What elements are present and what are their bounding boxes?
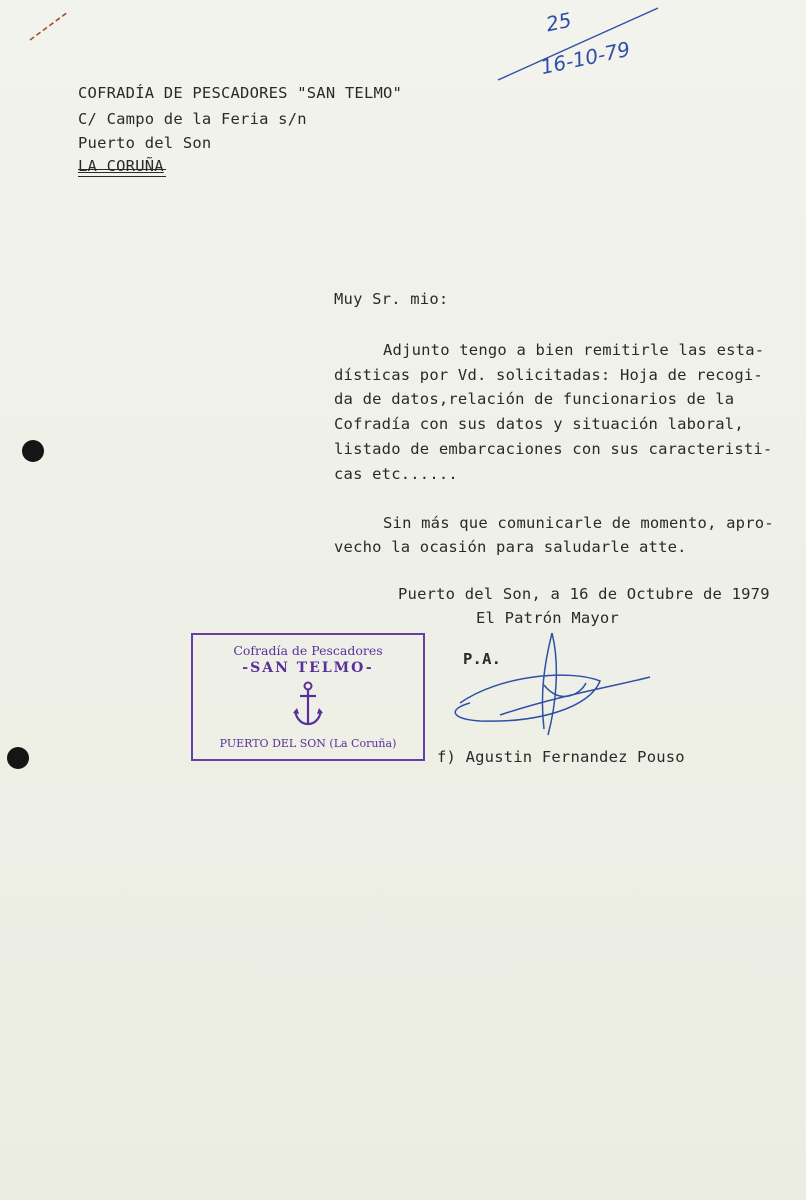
signature	[440, 625, 660, 740]
pa-mark: P.A.	[463, 650, 502, 668]
annotation-number: 25	[543, 7, 574, 37]
annotation-stroke	[490, 0, 670, 90]
punch-hole-top	[22, 440, 44, 462]
body-line: Sin más que comunicarle de momento, apro-	[383, 514, 774, 532]
organization-stamp	[191, 633, 425, 761]
body-line: cas etc......	[334, 465, 458, 483]
corner-mark	[28, 8, 72, 44]
body-line: da de datos,relación de funcionarios de la	[334, 390, 735, 408]
org-name: COFRADÍA DE PESCADORES "SAN TELMO"	[78, 84, 403, 102]
punch-hole-bottom	[7, 747, 29, 769]
anchor-icon	[291, 681, 325, 727]
salutation: Muy Sr. mio:	[334, 290, 449, 308]
stamp-line-2: -SAN TELMO-	[242, 660, 374, 676]
annotation-date: 16-10-79	[538, 36, 633, 80]
org-street: C/ Campo de la Feria s/n	[78, 110, 307, 128]
place-date: Puerto del Son, a 16 de Octubre de 1979	[398, 585, 770, 603]
body-line: vecho la ocasión para saludarle atte.	[334, 538, 687, 556]
body-line: listado de embarcaciones con sus caracteristi-	[334, 440, 773, 458]
body-line: dísticas por Vd. solicitadas: Hoja de recogi-	[334, 366, 763, 384]
body-line: Adjunto tengo a bien remitirle las esta-	[383, 341, 765, 359]
stamp-line-3: PUERTO DEL SON (La Coruña)	[219, 737, 397, 750]
stamp-line-1: Cofradía de Pescadores	[233, 643, 383, 658]
body-line: Cofradía con sus datos y situación laboral,	[334, 415, 744, 433]
province-double-underline	[78, 169, 166, 177]
signer-name: f) Agustin Fernandez Pouso	[437, 748, 685, 766]
org-town: Puerto del Son	[78, 134, 212, 152]
org-province: LA CORUÑA	[78, 157, 164, 175]
signer-title: El Patrón Mayor	[476, 609, 619, 627]
